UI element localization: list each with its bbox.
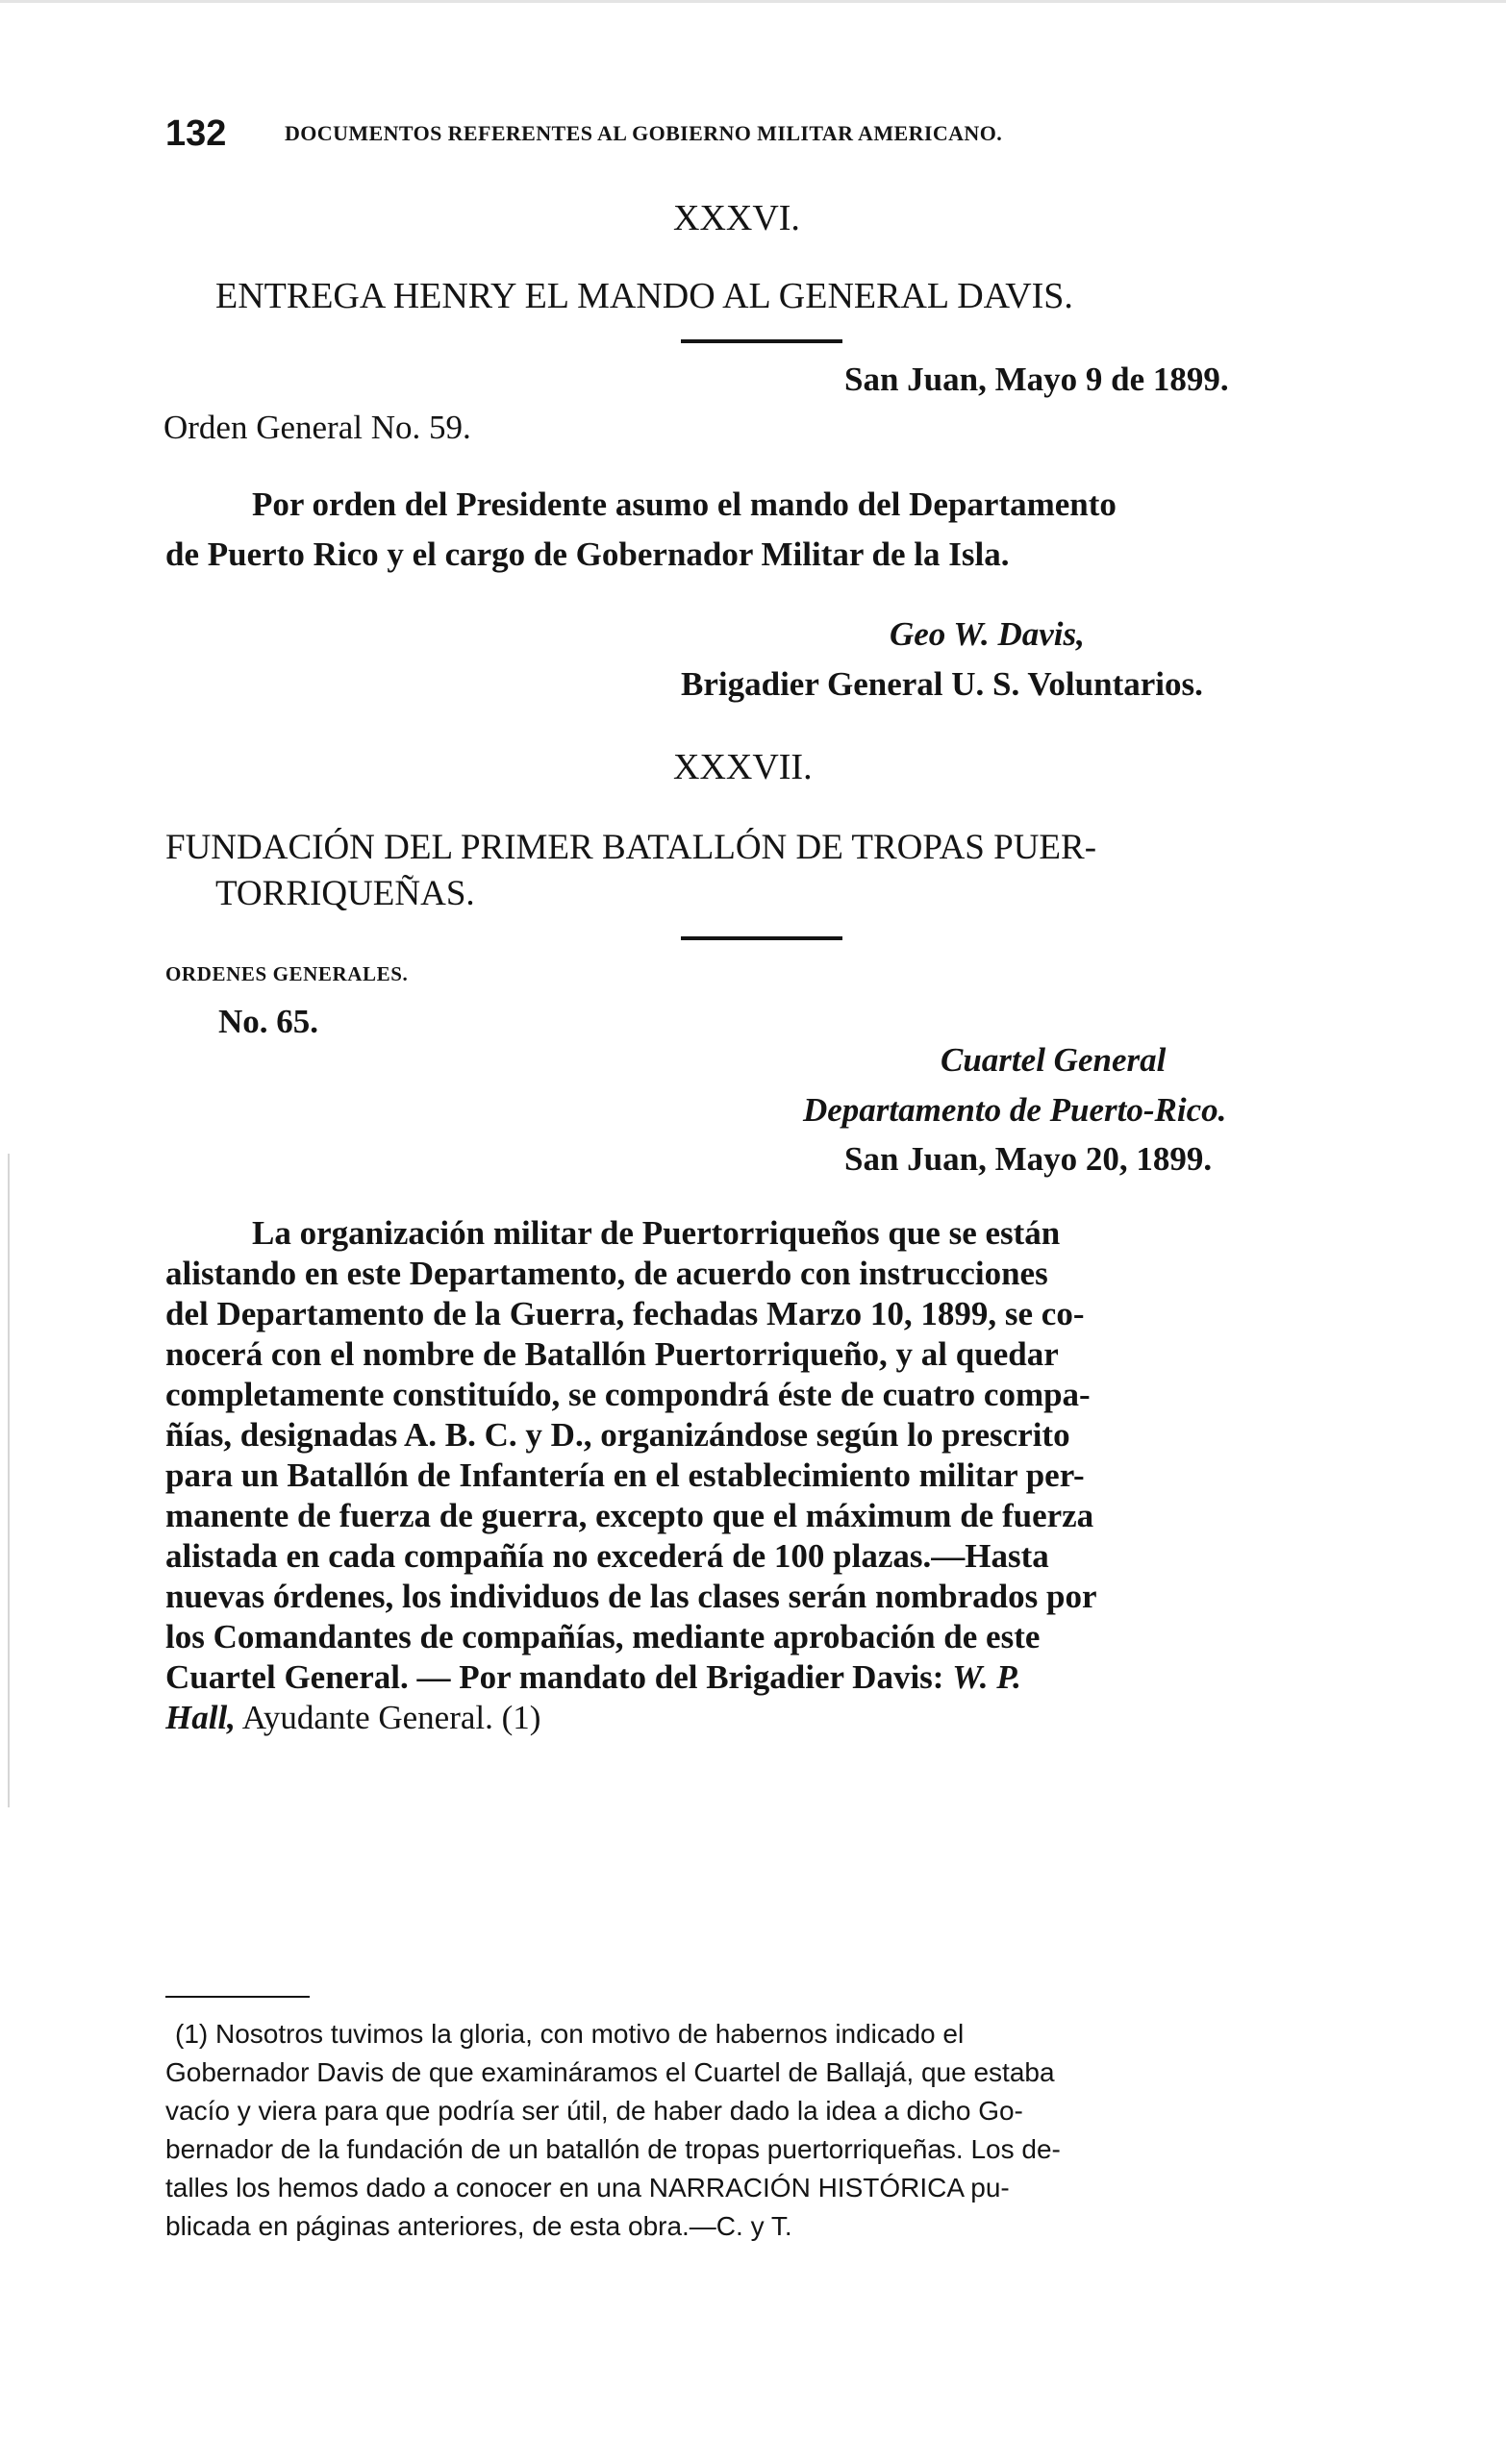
section-36-numeral: XXXVI. bbox=[673, 198, 800, 238]
section-37-title-line-2: TORRIQUEÑAS. bbox=[215, 874, 475, 913]
section-36-signer-name: Geo W. Davis, bbox=[890, 615, 1085, 653]
body-line-5: completamente constituído, se compondrá éste de cuatro compa- bbox=[165, 1376, 1091, 1413]
signature-name-b: Hall, bbox=[165, 1699, 236, 1736]
running-title: DOCUMENTOS REFERENTES AL GOBIERNO MILITAR AMERICANO. bbox=[285, 121, 1003, 145]
section-37-rule bbox=[681, 936, 842, 940]
body-line-12-text: Cuartel General. — Por mandato del Brigadier Davis: bbox=[165, 1658, 944, 1696]
body-line-9: alistada en cada compañía no excederá de 100 plazas.—Hasta bbox=[165, 1537, 1049, 1575]
page-number: 132 bbox=[165, 113, 227, 154]
section-36-body-line-2: de Puerto Rico y el cargo de Gobernador Militar de la Isla. bbox=[165, 535, 1010, 573]
body-line-3: del Departamento de la Guerra, fechadas Marzo 10, 1899, se co- bbox=[165, 1295, 1085, 1332]
section-36-order: Orden General No. 59. bbox=[163, 409, 471, 446]
section-37-numeral: XXXVII. bbox=[673, 747, 813, 787]
scan-top-edge bbox=[0, 0, 1506, 3]
body-line-6: ñías, designadas A. B. C. y D., organizándose según lo prescrito bbox=[165, 1416, 1070, 1454]
section-36-title: ENTREGA HENRY EL MANDO AL GENERAL DAVIS. bbox=[215, 276, 1073, 316]
signature-title: Ayudante General. bbox=[241, 1699, 493, 1736]
footnote-line-5: talles los hemos dado a conocer en una NARRACIÓN HISTÓRICA pu- bbox=[165, 2173, 1010, 2203]
orders-label: ORDENES GENERALES. bbox=[165, 962, 409, 985]
hq-line-3: San Juan, Mayo 20, 1899. bbox=[844, 1140, 1213, 1178]
body-line-10: nuevas órdenes, los individuos de las clases serán nombrados por bbox=[165, 1578, 1097, 1615]
section-36-body-line-1: Por orden del Presidente asumo el mando del Departamento bbox=[252, 485, 1117, 523]
footnote-rule bbox=[165, 1996, 310, 1998]
section-36-place-date: San Juan, Mayo 9 de 1899. bbox=[844, 361, 1229, 398]
scan-left-edge bbox=[8, 1154, 10, 1807]
body-line-2: alistando en este Departamento, de acuerdo con instrucciones bbox=[165, 1255, 1048, 1292]
body-line-13 bbox=[165, 1698, 1360, 1738]
signature-name-a: W. P. bbox=[952, 1658, 1021, 1696]
body-line-1: La organización militar de Puertorriqueños que se están bbox=[252, 1214, 1061, 1252]
hq-line-1: Cuartel General bbox=[941, 1041, 1167, 1079]
footnote-line-1: (1) Nosotros tuvimos la gloria, con motivo de habernos indicado el bbox=[175, 2019, 965, 2049]
footnote bbox=[165, 2015, 1360, 2246]
footnote-line-3: vacío y viera para que podría ser útil, de haber dado la idea a dicho Go- bbox=[165, 2096, 1023, 2126]
orders-number: No. 65. bbox=[218, 1003, 319, 1040]
section-37-body bbox=[165, 1213, 1360, 1738]
footnote-line-2: Gobernador Davis de que examináramos el Cuartel de Ballajá, que estaba bbox=[165, 2057, 1055, 2087]
body-line-7: para un Batallón de Infantería en el establecimiento militar per- bbox=[165, 1456, 1085, 1494]
section-36-signer-rank: Brigadier General U. S. Voluntarios. bbox=[681, 665, 1203, 703]
body-line-11: los Comandantes de compañías, mediante aprobación de este bbox=[165, 1618, 1041, 1655]
body-line-4: nocerá con el nombre de Batallón Puertorriqueño, y al quedar bbox=[165, 1335, 1059, 1373]
body-line-8: manente de fuerza de guerra, excepto que el máximum de fuerza bbox=[165, 1497, 1094, 1534]
footnote-reference: (1) bbox=[501, 1699, 541, 1736]
footnote-line-6: blicada en páginas anteriores, de esta obra.—C. y T. bbox=[165, 2211, 792, 2241]
section-37-title-line-1: FUNDACIÓN DEL PRIMER BATALLÓN DE TROPAS PUER- bbox=[165, 828, 1097, 867]
hq-line-2: Departamento de Puerto-Rico. bbox=[803, 1091, 1227, 1129]
section-36-rule bbox=[681, 339, 842, 343]
footnote-line-4: bernador de la fundación de un batallón de tropas puertorriqueñas. Los de- bbox=[165, 2134, 1061, 2164]
body-line-12 bbox=[165, 1657, 1360, 1698]
